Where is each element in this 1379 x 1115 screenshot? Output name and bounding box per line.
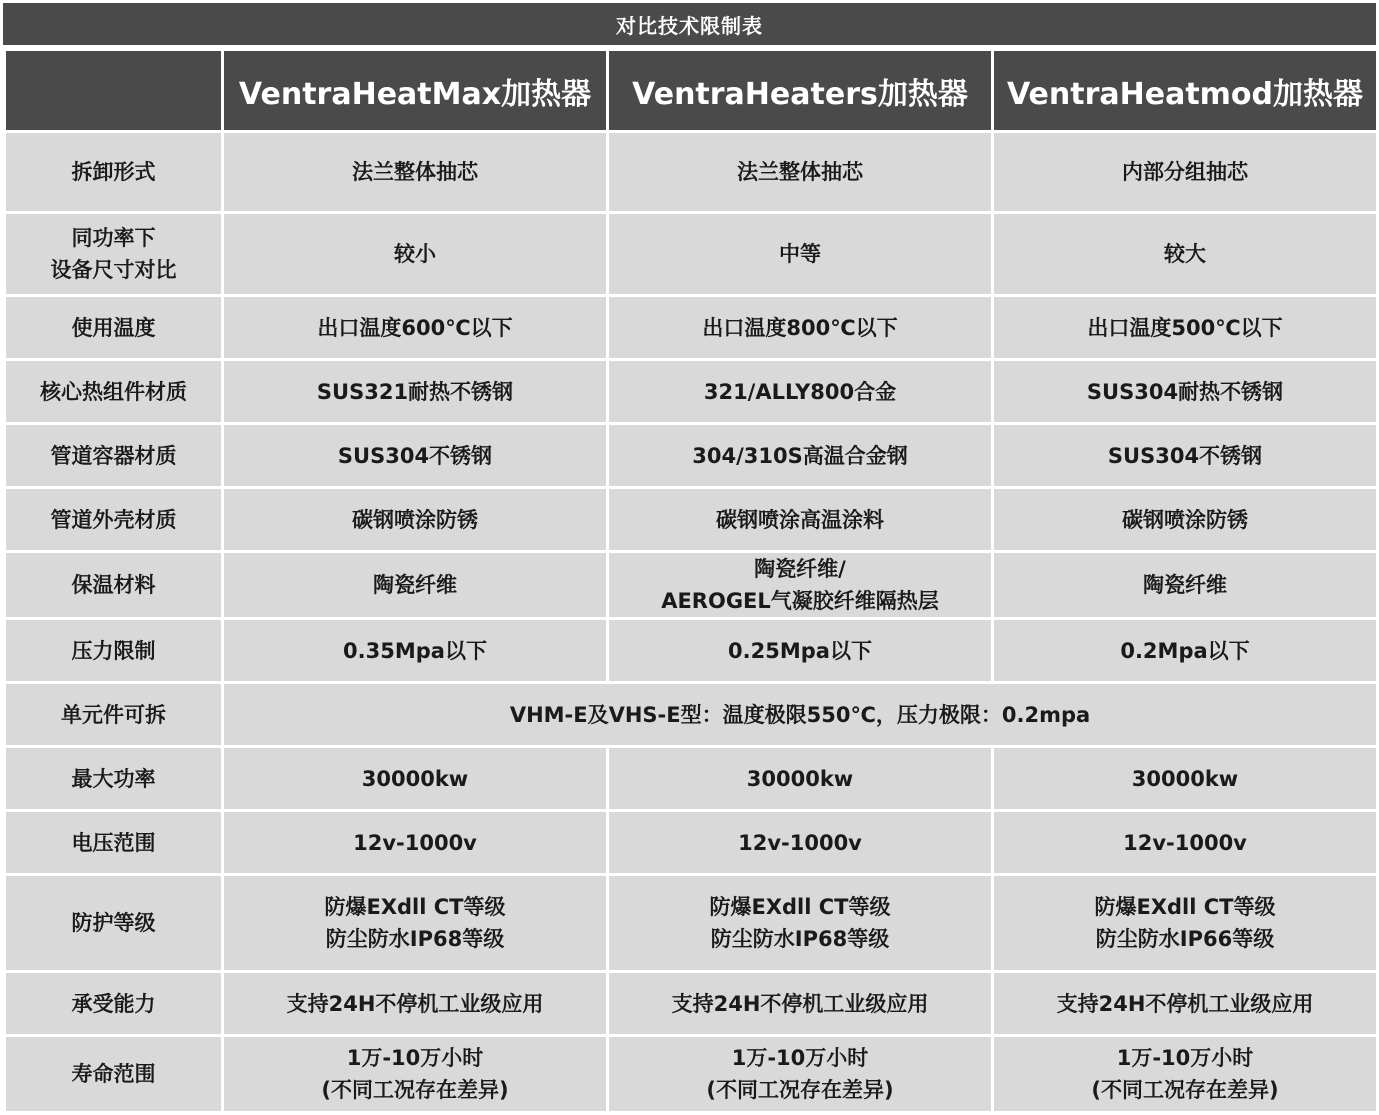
table-cell [223, 1036, 608, 1113]
cell-text-line: 出口温度500℃以下 [1087, 315, 1283, 340]
cell-text-line: 核心热组件材质 [40, 379, 187, 404]
row-label [5, 811, 223, 875]
cell-text-line: 陶瓷纤维 [1143, 573, 1227, 597]
table-row [5, 811, 1378, 875]
table-row [5, 132, 1378, 213]
cell-text-line: AEROGEL气凝胶纤维隔热层 [661, 589, 939, 613]
table-cell [608, 552, 993, 619]
table-cell [223, 552, 608, 619]
cell-text-line: 支持24H不停机工业级应用 [671, 991, 929, 1016]
cell-text-line: 压力限制 [71, 638, 156, 663]
table-cell [608, 747, 993, 811]
cell-text-line: 0.25Mpa以下 [728, 638, 872, 663]
cell-text-line: SUS304不锈钢 [1107, 443, 1263, 468]
table-cell [223, 424, 608, 488]
cell-text-line: 陶瓷纤维/ [754, 557, 846, 581]
cell-text-line: 设备尺寸对比 [50, 258, 177, 282]
table-cell [993, 619, 1378, 683]
table-row [5, 296, 1378, 360]
cell-text-line: 30000kw [361, 766, 469, 791]
cell-text-line: 防爆EXdll CT等级 [324, 895, 506, 919]
header-corner-cell [5, 50, 223, 132]
table-cell [608, 296, 993, 360]
cell-text-line: 30000kw [1131, 766, 1239, 791]
table-row [5, 1036, 1378, 1113]
cell-text-line: 防爆EXdll CT等级 [709, 895, 891, 919]
cell-text-line: 防尘防水IP66等级 [1095, 927, 1275, 951]
cell-text-line: 碳钢喷涂防锈 [352, 507, 478, 532]
cell-text-line: 法兰整体抽芯 [737, 160, 863, 184]
cell-text-line: 最大功率 [71, 766, 156, 791]
table-cell [223, 132, 608, 213]
table-cell [608, 1036, 993, 1113]
row-label [5, 552, 223, 619]
row-label [5, 683, 223, 747]
cell-text-line: 1万-10万小时 [346, 1046, 484, 1070]
cell-text-line: SUS321耐热不锈钢 [316, 379, 514, 404]
cell-text-line: 陶瓷纤维 [373, 573, 457, 597]
table-cell [993, 552, 1378, 619]
cell-text-line: 碳钢喷涂高温涂料 [716, 507, 884, 532]
table-cell [223, 488, 608, 552]
cell-text-line: 支持24H不停机工业级应用 [286, 991, 544, 1016]
row-label [5, 360, 223, 424]
cell-text-line: SUS304不锈钢 [337, 443, 493, 468]
row-label [5, 1036, 223, 1113]
cell-text-line: 1万-10万小时 [731, 1046, 869, 1070]
header-ventraheatmax: VentraHeatMax加热器 [223, 50, 608, 132]
row-label [5, 972, 223, 1036]
cell-text-line: 0.2Mpa以下 [1120, 638, 1250, 663]
merged-cell [223, 683, 1378, 747]
table-cell [608, 424, 993, 488]
table-cell [223, 619, 608, 683]
cell-text-line: 管道外壳材质 [50, 507, 177, 532]
table-cell [993, 1036, 1378, 1113]
cell-text-line: 管道容器材质 [50, 443, 177, 468]
cell-text-line: (不同工况存在差异) [1091, 1078, 1279, 1102]
table-row [5, 875, 1378, 972]
table-cell [223, 213, 608, 296]
cell-text-line: 承受能力 [71, 991, 156, 1016]
table-cell [608, 360, 993, 424]
table-cell [223, 811, 608, 875]
cell-text-line: 拆卸形式 [71, 160, 156, 184]
cell-text-line: 防尘防水IP68等级 [710, 927, 890, 951]
cell-text-line: 12v-1000v [738, 830, 862, 855]
cell-text-line: 碳钢喷涂防锈 [1122, 507, 1248, 532]
row-label [5, 213, 223, 296]
cell-text-line: 法兰整体抽芯 [352, 160, 478, 184]
table-row [5, 424, 1378, 488]
row-label [5, 132, 223, 213]
cell-text-line: 30000kw [746, 766, 854, 791]
table-cell [223, 360, 608, 424]
cell-text-line: 1万-10万小时 [1116, 1046, 1254, 1070]
table-title: 对比技术限制表 [3, 3, 1376, 48]
cell-text-line: 使用温度 [71, 315, 156, 340]
cell-text-line: 出口温度800℃以下 [702, 315, 898, 340]
row-label [5, 488, 223, 552]
cell-text-line: 防尘防水IP68等级 [325, 927, 505, 951]
cell-text-line: 出口温度600℃以下 [317, 315, 513, 340]
row-label [5, 619, 223, 683]
header-ventraheaters: VentraHeaters加热器 [608, 50, 993, 132]
table-row [5, 488, 1378, 552]
table-cell [993, 424, 1378, 488]
table-cell [993, 488, 1378, 552]
table-body [5, 132, 1378, 1113]
table-cell [608, 213, 993, 296]
table-row [5, 619, 1378, 683]
table-cell [608, 972, 993, 1036]
row-label [5, 424, 223, 488]
row-label [5, 875, 223, 972]
cell-text-line: 保温材料 [71, 573, 156, 597]
cell-text-line: 较小 [394, 242, 436, 266]
table-cell [608, 488, 993, 552]
table-cell [993, 747, 1378, 811]
cell-text-line: 321/ALLY800合金 [703, 379, 897, 404]
cell-text-line: 单元件可拆 [61, 702, 166, 727]
table-row [5, 683, 1378, 747]
table-cell [993, 972, 1378, 1036]
cell-text-line: 寿命范围 [71, 1062, 156, 1086]
cell-text-line: (不同工况存在差异) [321, 1078, 509, 1102]
comparison-table [3, 48, 1379, 1114]
cell-text-line: (不同工况存在差异) [706, 1078, 894, 1102]
table-row [5, 360, 1378, 424]
table-row [5, 552, 1378, 619]
row-label [5, 296, 223, 360]
table-row [5, 213, 1378, 296]
table-cell [993, 132, 1378, 213]
header-ventraheatmod: VentraHeatmod加热器 [993, 50, 1378, 132]
table-cell [223, 875, 608, 972]
table-cell [223, 972, 608, 1036]
table-cell [223, 296, 608, 360]
cell-text-line: VHM-E及VHS-E型：温度极限550℃，压力极限：0.2mpa [509, 702, 1091, 727]
table-cell [608, 811, 993, 875]
cell-text-line: 同功率下 [71, 226, 156, 250]
table-cell [993, 360, 1378, 424]
comparison-sheet [3, 3, 1376, 1114]
table-cell [993, 213, 1378, 296]
cell-text-line: SUS304耐热不锈钢 [1086, 379, 1284, 404]
table-cell [993, 296, 1378, 360]
table-cell [223, 747, 608, 811]
table-cell [993, 875, 1378, 972]
cell-text-line: 支持24H不停机工业级应用 [1056, 991, 1314, 1016]
cell-text-line: 较大 [1164, 242, 1206, 266]
table-cell [993, 811, 1378, 875]
cell-text-line: 12v-1000v [353, 830, 477, 855]
table-cell [608, 132, 993, 213]
cell-text-line: 电压范围 [71, 830, 156, 855]
row-label [5, 747, 223, 811]
cell-text-line: 0.35Mpa以下 [343, 638, 487, 663]
table-cell [608, 875, 993, 972]
table-cell [608, 619, 993, 683]
table-row [5, 972, 1378, 1036]
cell-text-line: 中等 [779, 242, 821, 266]
cell-text-line: 防爆EXdll CT等级 [1094, 895, 1276, 919]
cell-text-line: 内部分组抽芯 [1122, 160, 1248, 184]
cell-text-line: 304/310S高温合金钢 [692, 443, 908, 468]
cell-text-line: 12v-1000v [1123, 830, 1247, 855]
header-row [5, 50, 1378, 132]
table-row [5, 747, 1378, 811]
cell-text-line: 防护等级 [71, 911, 156, 935]
